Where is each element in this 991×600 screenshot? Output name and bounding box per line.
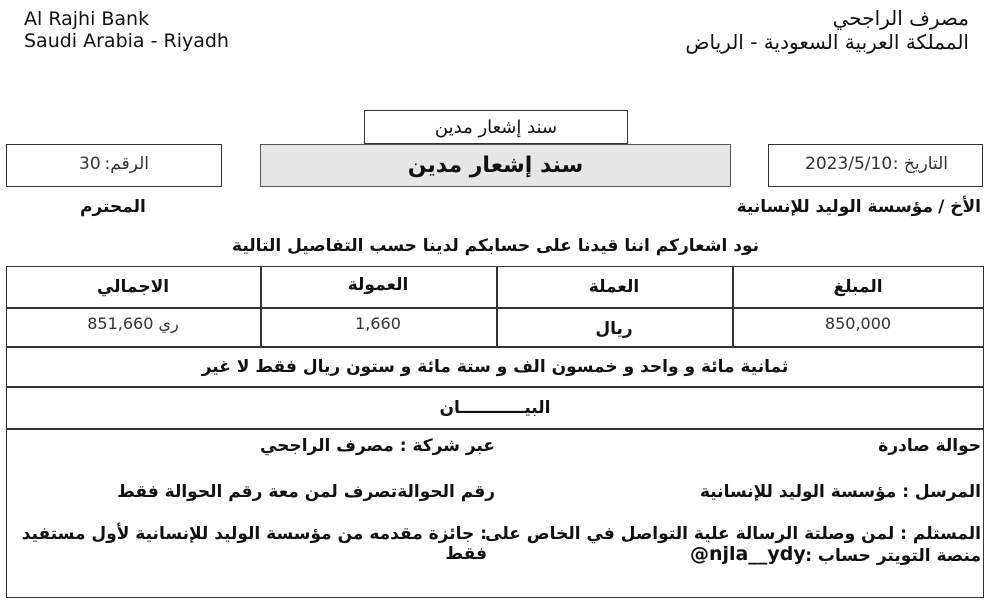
small-title: سند إشعار مدين [434,116,558,138]
receiver-line1: المستلم : لمن وصلتة الرسالة علية التواصل في الخاص على [485,524,981,544]
sender: المرسل : مؤسسة الوليد للإنسانية [699,482,981,502]
value-currency: ريال [595,319,633,339]
value-commission: 1,660 [355,314,401,333]
date-value: 2023/5/10 [805,154,893,174]
bank-name-en: Al Rajhi Bank [24,8,150,30]
main-title: سند إشعار مدين [407,153,584,178]
value-amount: 850,000 [824,314,892,333]
header-total: الاجمالي [96,276,170,297]
bank-location-en: Saudi Arabia - Riyadh [24,30,229,52]
header-currency: العملة [588,276,640,297]
transfer-via: عبر شركة : مصرف الراجحي [259,436,495,456]
main-title-box [260,144,731,187]
header-amount: المبلغ [833,276,883,297]
recipient-label: الأخ / [938,197,981,217]
amount-in-words: ثمانية مائة و واحد و خمسون الف و ستة مائة و ستون ريال فقط لا غير [201,356,789,377]
date-box [768,144,983,187]
receiver-line2: منصة التويتر حساب : [805,546,981,566]
document-number-box [6,144,222,187]
purpose: : جائزة مقدمه من مؤسسة الوليد للإنسانية لأول مستفيد فقط [21,524,487,564]
document-number-value: 30 [79,154,101,174]
statement-title: البيـــــــــــان [439,397,551,418]
row-divider [6,428,984,430]
receiver-handle: @njla__ydy [690,543,806,565]
transfer-note: رقم الحوالةتصرف لمن معة رقم الحوالة فقط [117,482,495,502]
header-commission: العمولة [347,275,409,295]
bank-location-ar: المملكة العربية السعودية - الرياض [685,30,969,54]
intro-text: نود اشعاركم اننا قيدنا على حسابكم لدينا حسب التفاصيل التالية [232,236,759,256]
bank-name-ar: مصرف الراجحي [832,6,969,30]
date-label: التاريخ : [892,154,948,174]
small-title-box [364,110,628,144]
recipient-name: مؤسسة الوليد للإنسانية [736,197,933,217]
transfer-type: حوالة صادرة [878,436,981,456]
recipient-honorific: المحترم [80,197,146,217]
value-total: 851,660 ري [87,314,179,333]
document-number-label: الرقم: [104,154,149,174]
